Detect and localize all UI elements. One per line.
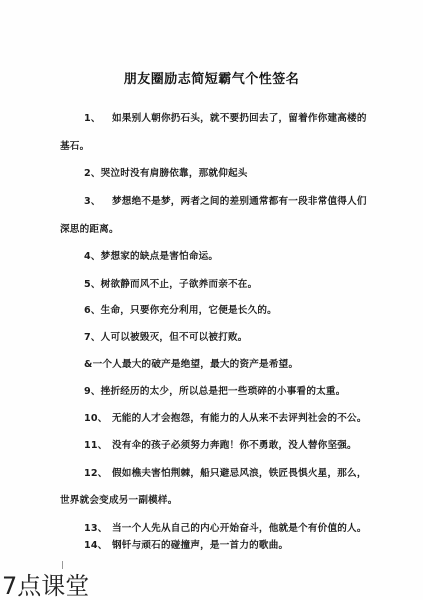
page-title: 朋友圈励志简短霸气个性签名 xyxy=(123,72,300,87)
item-text: 基石。 xyxy=(60,141,90,152)
item-number: 2、 xyxy=(84,168,101,179)
list-item xyxy=(84,329,248,343)
item-number: 5、 xyxy=(84,279,101,290)
list-item xyxy=(60,138,89,152)
item-number: 11、 xyxy=(84,440,108,451)
list-item xyxy=(84,410,367,424)
list-item xyxy=(84,383,346,397)
item-number: 1、 xyxy=(84,113,101,124)
item-text: 挫折经历的太少，所以总是把一些琐碎的小事看的太重。 xyxy=(100,386,346,397)
list-item xyxy=(84,520,367,534)
list-item xyxy=(84,465,367,479)
item-number: 6、 xyxy=(84,305,101,316)
item-text: 深思的距离。 xyxy=(60,224,119,235)
item-text: 梦想绝不是梦，两者之间的差别通常都有一段非常值得人们 xyxy=(112,196,367,207)
item-text: 无能的人才会抱怨，有能力的人从来不去评判社会的不公。 xyxy=(112,413,367,424)
item-text: 哭泣时没有肩膀依靠，那就仰起头 xyxy=(100,168,248,179)
list-item xyxy=(84,437,357,451)
list-item xyxy=(84,537,288,551)
item-number: 9、 xyxy=(84,386,101,397)
list-item xyxy=(84,193,367,207)
list-item xyxy=(84,276,257,290)
item-text: 人可以被毁灭，但不可以被打败。 xyxy=(100,332,248,343)
item-number: 4、 xyxy=(84,251,101,262)
item-number: 12、 xyxy=(84,468,108,479)
item-text: 世界就会变成另一副模样。 xyxy=(60,495,178,506)
list-item xyxy=(60,492,178,506)
list-item xyxy=(84,165,248,179)
list-item xyxy=(84,110,367,124)
item-number: 10、 xyxy=(84,413,108,424)
item-number: 3、 xyxy=(84,196,101,207)
item-number: 14、 xyxy=(84,540,108,551)
item-text: 没有伞的孩子必须努力奔跑！你不勇敢，没人替你坚强。 xyxy=(112,440,357,451)
item-text: 钢钎与顽石的碰撞声，是一首力的歌曲。 xyxy=(112,540,289,551)
list-item xyxy=(60,221,119,235)
item-text: 生命，只要你充分利用，它便是长久的。 xyxy=(100,305,277,316)
list-item xyxy=(84,356,298,370)
list-item xyxy=(84,302,277,316)
item-text: &一个人最大的破产是绝望，最大的资产是希望。 xyxy=(84,359,299,370)
watermark: 7点课堂 xyxy=(2,572,90,600)
item-text: 假如樵夫害怕荆棘，船只避忌风浪，铁匠畏惧火星，那么， xyxy=(112,468,367,479)
item-text: 树欲静而风不止，子欲养而亲不在。 xyxy=(100,279,258,290)
item-text: 当一个人先从自己的内心开始奋斗，他就是个有价值的人。 xyxy=(112,523,367,534)
item-number: 7、 xyxy=(84,332,101,343)
item-number: 13、 xyxy=(84,523,108,534)
list-item xyxy=(84,248,218,262)
item-text: 如果别人朝你扔石头，就不要扔回去了，留着作你建高楼的 xyxy=(112,113,367,124)
item-text: 梦想家的缺点是害怕命运。 xyxy=(100,251,219,262)
